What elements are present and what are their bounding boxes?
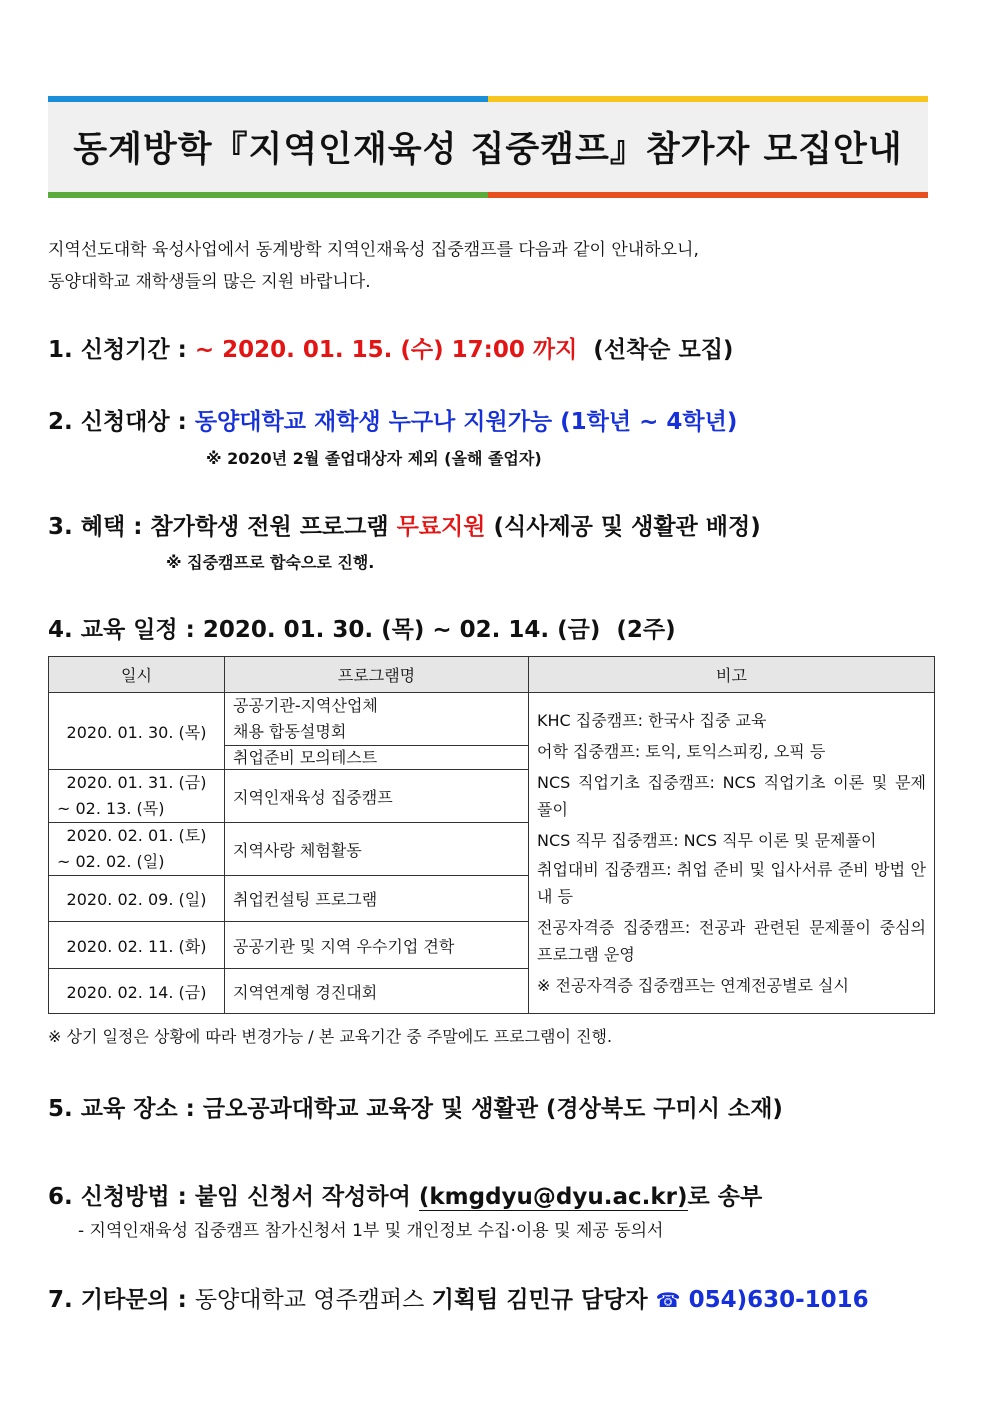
remarks-cell bbox=[529, 693, 935, 1014]
intro-line-2: 동양대학교 재학생들의 많은 지원 바랍니다. bbox=[48, 272, 371, 292]
title-box bbox=[48, 102, 928, 192]
row-date bbox=[49, 770, 225, 823]
row-program: 취업컨설팅 프로그램 bbox=[225, 876, 529, 922]
date-line: 2020. 02. 01. (토) bbox=[66, 826, 207, 845]
row-program: 지역인재육성 집중캠프 bbox=[225, 770, 529, 823]
section-application-method bbox=[48, 1178, 762, 1211]
header-remarks: 비고 bbox=[529, 657, 935, 693]
date-line: 2020. 01. 31. (금) bbox=[66, 773, 207, 792]
remark-ncs-basic: NCS 직업기초 집중캠프: NCS 직업기초 이론 및 문제 풀이 bbox=[537, 773, 926, 819]
section-application-period bbox=[48, 331, 733, 364]
remark-certificate-note: ※ 전공자격증 집중캠프는 연계전공별로 실시 bbox=[537, 976, 849, 995]
table-header-row bbox=[49, 657, 935, 693]
section-1-rest: (선착순 모집) bbox=[577, 337, 734, 363]
table-row bbox=[49, 693, 935, 746]
row-date bbox=[49, 823, 225, 876]
section-3-note: ※ 집중캠프로 합숙으로 진행. bbox=[166, 553, 375, 572]
row-program bbox=[225, 693, 529, 746]
intro-paragraph bbox=[48, 234, 948, 298]
row-program: 취업준비 모의테스트 bbox=[225, 746, 529, 770]
section-6-rest: 로 송부 bbox=[687, 1184, 763, 1210]
schedule-table bbox=[48, 656, 935, 1014]
remark-language: 어학 집중캠프: 토익, 토익스피킹, 오픽 등 bbox=[537, 742, 826, 761]
section-7-person: 기획팀 김민규 담당자 bbox=[431, 1287, 656, 1313]
section-6-label: 6. 신청방법 : 붙임 신청서 작성하여 bbox=[48, 1184, 419, 1210]
section-6-sub: - 지역인재육성 집중캠프 참가신청서 1부 및 개인정보 수집·이용 및 제공 동의서 bbox=[78, 1221, 664, 1241]
section-3-rest: (식사제공 및 생활관 배정) bbox=[485, 514, 761, 540]
section-3-label: 3. 혜택 : 참가학생 전원 프로그램 bbox=[48, 514, 397, 540]
section-3-free: 무료지원 bbox=[396, 514, 486, 540]
section-2-target: 동양대학교 재학생 누구나 지원가능 (1학년 ~ 4학년) bbox=[194, 409, 738, 435]
row-date: 2020. 02. 11. (화) bbox=[49, 922, 225, 969]
bar-orange-segment bbox=[488, 192, 928, 198]
phone-number[interactable]: 054)630-1016 bbox=[680, 1287, 869, 1313]
header-date: 일시 bbox=[49, 657, 225, 693]
section-7-label: 7. 기타문의 : bbox=[48, 1287, 195, 1313]
remark-employment: 취업대비 집중캠프: 취업 준비 및 입사서류 준비 방법 안내 등 bbox=[537, 860, 926, 906]
program-line: 공공기관-지역산업체 bbox=[233, 696, 378, 715]
remark-khc: KHC 집중캠프: 한국사 집중 교육 bbox=[537, 711, 767, 730]
remark-ncs-job: NCS 직무 집중캠프: NCS 직무 이론 및 문제풀이 bbox=[537, 831, 877, 850]
date-line: ~ 02. 02. (일) bbox=[57, 852, 165, 871]
header-program: 프로그램명 bbox=[225, 657, 529, 693]
section-schedule: 4. 교육 일정 : 2020. 01. 30. (목) ~ 02. 14. (금) (2주) bbox=[48, 617, 676, 643]
section-2-label: 2. 신청대상 : bbox=[48, 409, 195, 435]
bar-green-segment bbox=[48, 192, 488, 198]
page-title: 동계방학『지역인재육성 집중캠프』참가자 모집안내 bbox=[73, 130, 903, 170]
section-eligibility bbox=[48, 403, 737, 436]
row-program: 지역연계형 경진대회 bbox=[225, 969, 529, 1014]
intro-line-1: 지역선도대학 육성사업에서 동계방학 지역인재육성 집중캠프를 다음과 같이 안내하오니, bbox=[48, 240, 699, 260]
phone-icon: ☎ bbox=[655, 1288, 681, 1312]
row-program: 지역사랑 체험활동 bbox=[225, 823, 529, 876]
program-line: 채용 합동설명회 bbox=[233, 722, 347, 741]
section-1-deadline: ~ 2020. 01. 15. (수) 17:00 까지 bbox=[194, 337, 578, 363]
section-7-org: 동양대학교 영주캠퍼스 bbox=[194, 1287, 432, 1313]
section-2-note: ※ 2020년 2월 졸업대상자 제외 (올해 졸업자) bbox=[206, 449, 542, 468]
schedule-footnote: ※ 상기 일정은 상황에 따라 변경가능 / 본 교육기간 중 주말에도 프로그램이 진행. bbox=[48, 1027, 613, 1046]
section-location: 5. 교육 장소 : 금오공과대학교 교육장 및 생활관 (경상북도 구미시 소재) bbox=[48, 1096, 783, 1122]
date-line: ~ 02. 13. (목) bbox=[57, 799, 165, 818]
section-benefits bbox=[48, 508, 761, 541]
email-link[interactable]: (kmgdyu@dyu.ac.kr) bbox=[418, 1184, 688, 1210]
section-inquiry bbox=[48, 1281, 869, 1314]
remark-certificate: 전공자격증 집중캠프: 전공과 관련된 문제풀이 중심의 프로그램 운영 bbox=[537, 918, 926, 964]
section-1-label: 1. 신청기간 : bbox=[48, 337, 195, 363]
row-date: 2020. 01. 30. (목) bbox=[49, 693, 225, 770]
row-date: 2020. 02. 09. (일) bbox=[49, 876, 225, 922]
header-bottom-bar bbox=[48, 192, 928, 198]
row-program: 공공기관 및 지역 우수기업 견학 bbox=[225, 922, 529, 969]
row-date: 2020. 02. 14. (금) bbox=[49, 969, 225, 1014]
